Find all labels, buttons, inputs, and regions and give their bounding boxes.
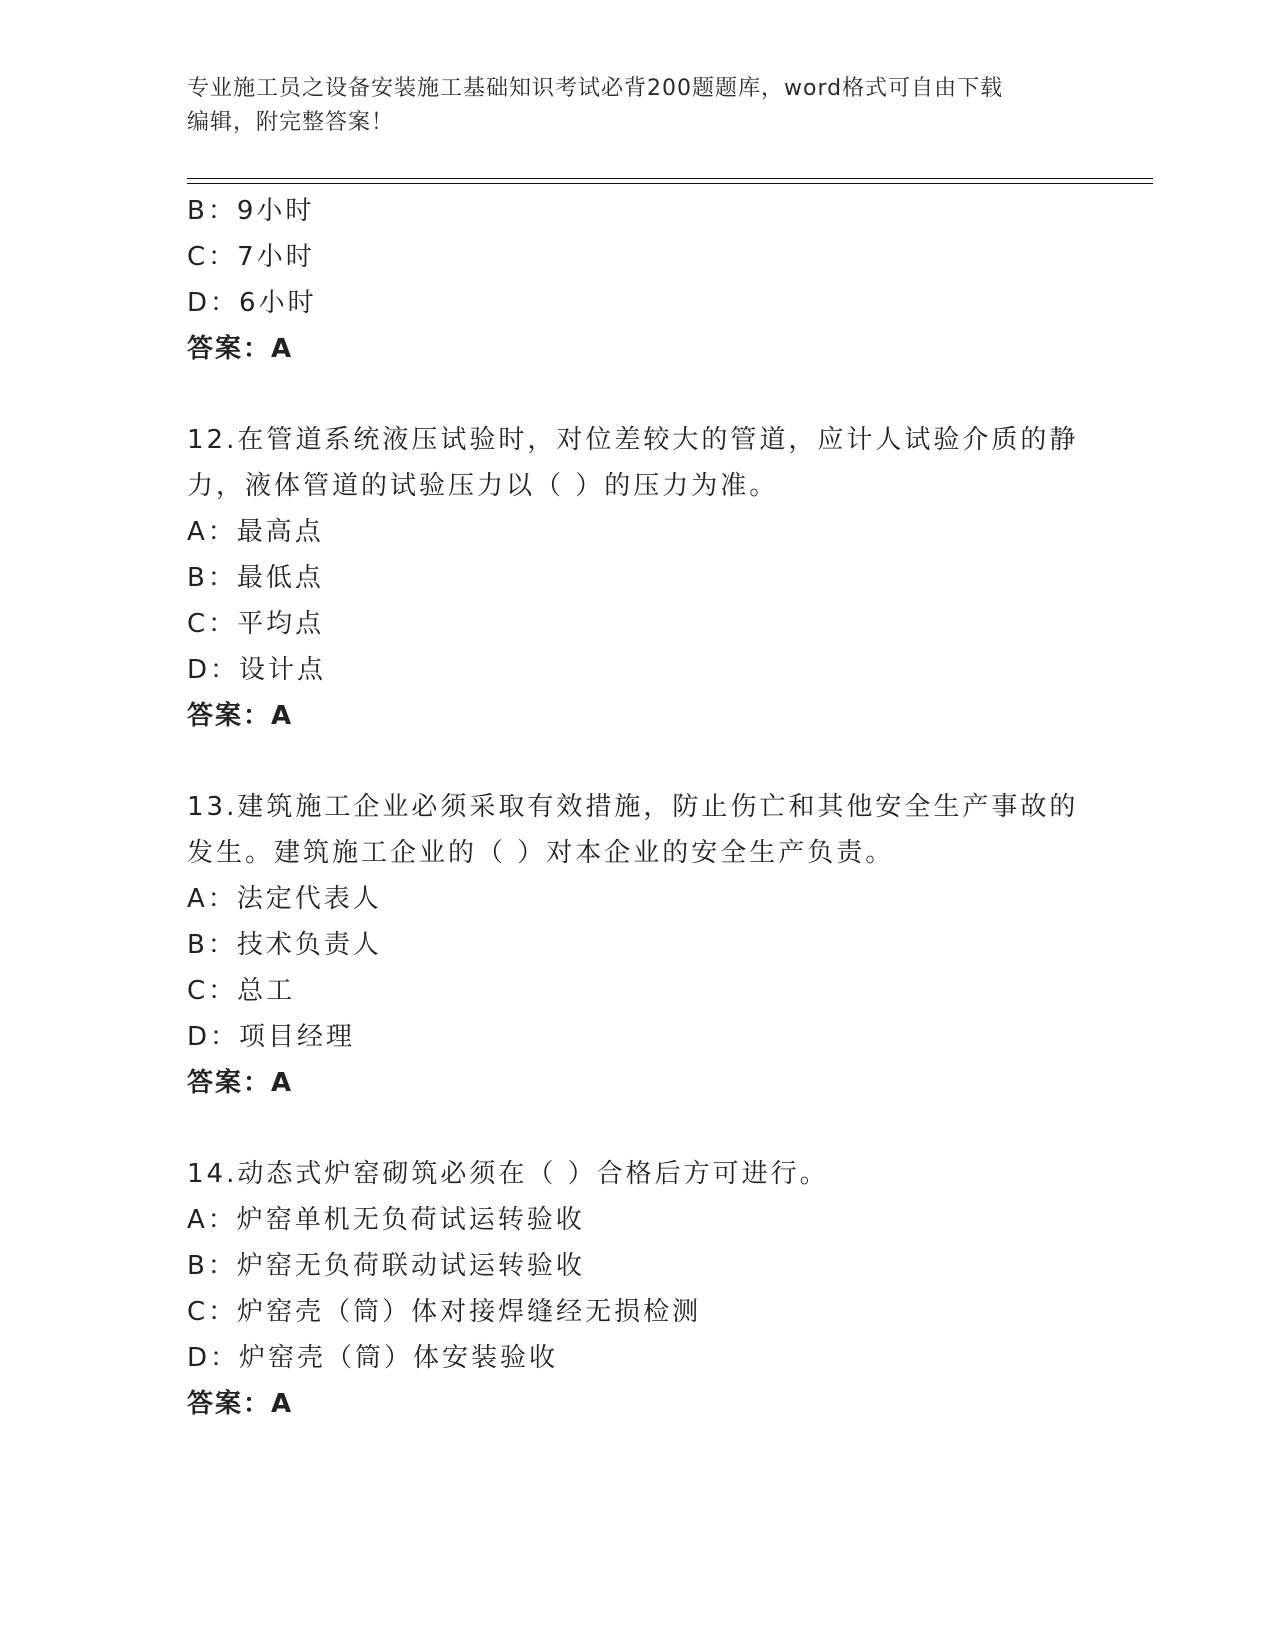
option-c: C：平均点	[187, 609, 325, 639]
option-d: D：炉窑壳（筒）体安装验收	[187, 1343, 559, 1373]
question-stem-line-1: 13.建筑施工企业必须采取有效措施，防止伤亡和其他安全生产事故的	[187, 792, 1079, 822]
answer: 答案：A	[187, 701, 294, 731]
option-d: D：6小时	[187, 288, 317, 318]
question-stem-line-1: 12.在管道系统液压试验时，对位差较大的管道，应计人试验介质的静	[187, 425, 1079, 455]
header-divider-top	[187, 178, 1153, 179]
header-divider-bottom	[187, 183, 1153, 184]
header-line-1: 专业施工员之设备安装施工基础知识考试必背200题题库，word格式可自由下载	[187, 76, 1004, 101]
question-11-continued	[187, 188, 1087, 372]
question-stem-line-2: 发生。建筑施工企业的（ ）对本企业的安全生产负责。	[187, 838, 895, 868]
option-a: A：最高点	[187, 517, 324, 547]
answer: 答案：A	[187, 334, 294, 364]
option-a: A：法定代表人	[187, 884, 382, 914]
option-d: D：设计点	[187, 655, 327, 685]
option-d: D：项目经理	[187, 1022, 356, 1052]
question-14	[187, 1151, 1087, 1427]
question-spacer	[187, 1106, 1087, 1151]
question-stem-line-1: 14.动态式炉窑砌筑必须在（ ）合格后方可进行。	[187, 1159, 829, 1189]
question-12	[187, 417, 1087, 739]
option-b: B：炉窑无负荷联动试运转验收	[187, 1251, 585, 1281]
option-b: B：最低点	[187, 563, 324, 593]
option-c: C：7小时	[187, 242, 315, 272]
option-c: C：总工	[187, 976, 296, 1006]
question-spacer	[187, 372, 1087, 417]
question-13	[187, 784, 1087, 1106]
option-b: B：9小时	[187, 196, 315, 226]
option-a: A：炉窑单机无负荷试运转验收	[187, 1205, 585, 1235]
question-stem-line-2: 力，液体管道的试验压力以（ ）的压力为准。	[187, 471, 779, 501]
option-b: B：技术负责人	[187, 930, 382, 960]
question-list	[187, 188, 1087, 1427]
document-header	[187, 72, 1067, 140]
answer: 答案：A	[187, 1389, 294, 1419]
question-spacer	[187, 739, 1087, 784]
header-line-2: 编辑，附完整答案！	[187, 110, 395, 135]
answer: 答案：A	[187, 1068, 294, 1098]
option-c: C：炉窑壳（筒）体对接焊缝经无损检测	[187, 1297, 702, 1327]
